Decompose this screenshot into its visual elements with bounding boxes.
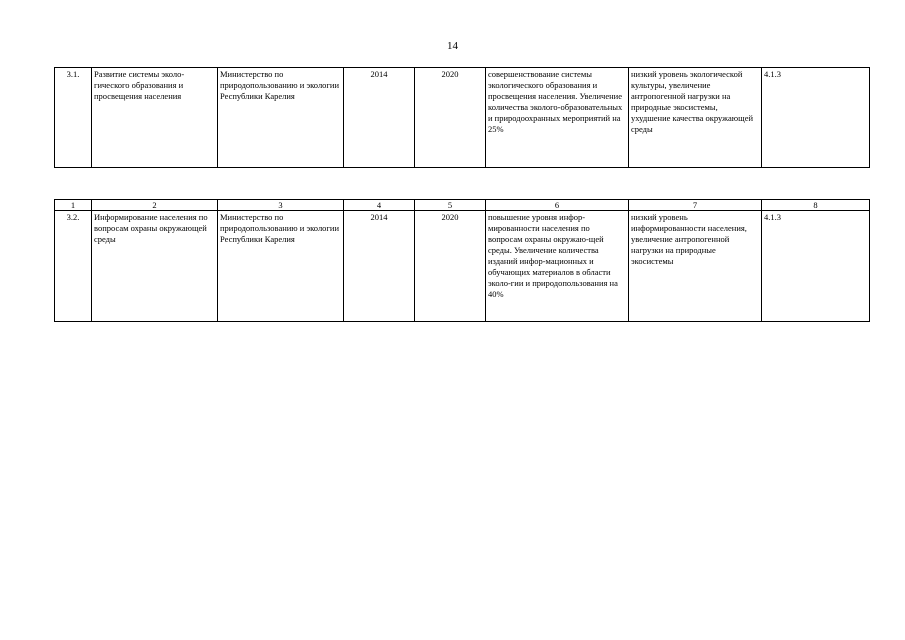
cell-start-year: 2014 [344,211,415,322]
column-number: 6 [486,200,629,211]
cell-start-year: 2014 [344,68,415,168]
column-number: 1 [55,200,92,211]
cell-end-year: 2020 [415,211,486,322]
table-row [55,68,870,168]
cell-end-year: 2020 [415,68,486,168]
cell-consequences: низкий уровень экологической культуры, увеличение антропогенной нагрузки на природные экосистемы, ухудшение качества окружающей среды [629,68,762,168]
column-numbers-row [55,200,870,211]
measures-table-part-2 [54,199,870,322]
table-row [55,211,870,322]
cell-number: 3.1. [55,68,92,168]
column-number: 3 [218,200,344,211]
cell-expected-result: повышение уровня инфор-мированности населения по вопросам охраны окружаю-щей среды. Увеличение количества изданий инфор-мационных и обучающих материалов в области эколо-гии и природопользования на 40% [486,211,629,322]
cell-measure-name: Информирование населения по вопросам охраны окружающей среды [92,211,218,322]
cell-number: 3.2. [55,211,92,322]
page-number: 14 [447,40,458,52]
cell-link: 4.1.3 [762,211,870,322]
cell-link: 4.1.3 [762,68,870,168]
cell-expected-result: совершенствование системы экологического образования и просвещения населения. Увеличение количества эколого-образовательных и природоохранных мероприятий на 25% [486,68,629,168]
column-number: 5 [415,200,486,211]
cell-executor: Министерство по природопользованию и экологии Республики Карелия [218,68,344,168]
cell-measure-name: Развитие системы эколо-гического образования и просвещения населения [92,68,218,168]
column-number: 2 [92,200,218,211]
measures-table-part-1 [54,67,870,168]
column-number: 4 [344,200,415,211]
cell-executor: Министерство по природопользованию и экологии Республики Карелия [218,211,344,322]
column-number: 8 [762,200,870,211]
cell-consequences: низкий уровень информированности населения, увеличение антропогенной нагрузки на природные экосистемы [629,211,762,322]
column-number: 7 [629,200,762,211]
